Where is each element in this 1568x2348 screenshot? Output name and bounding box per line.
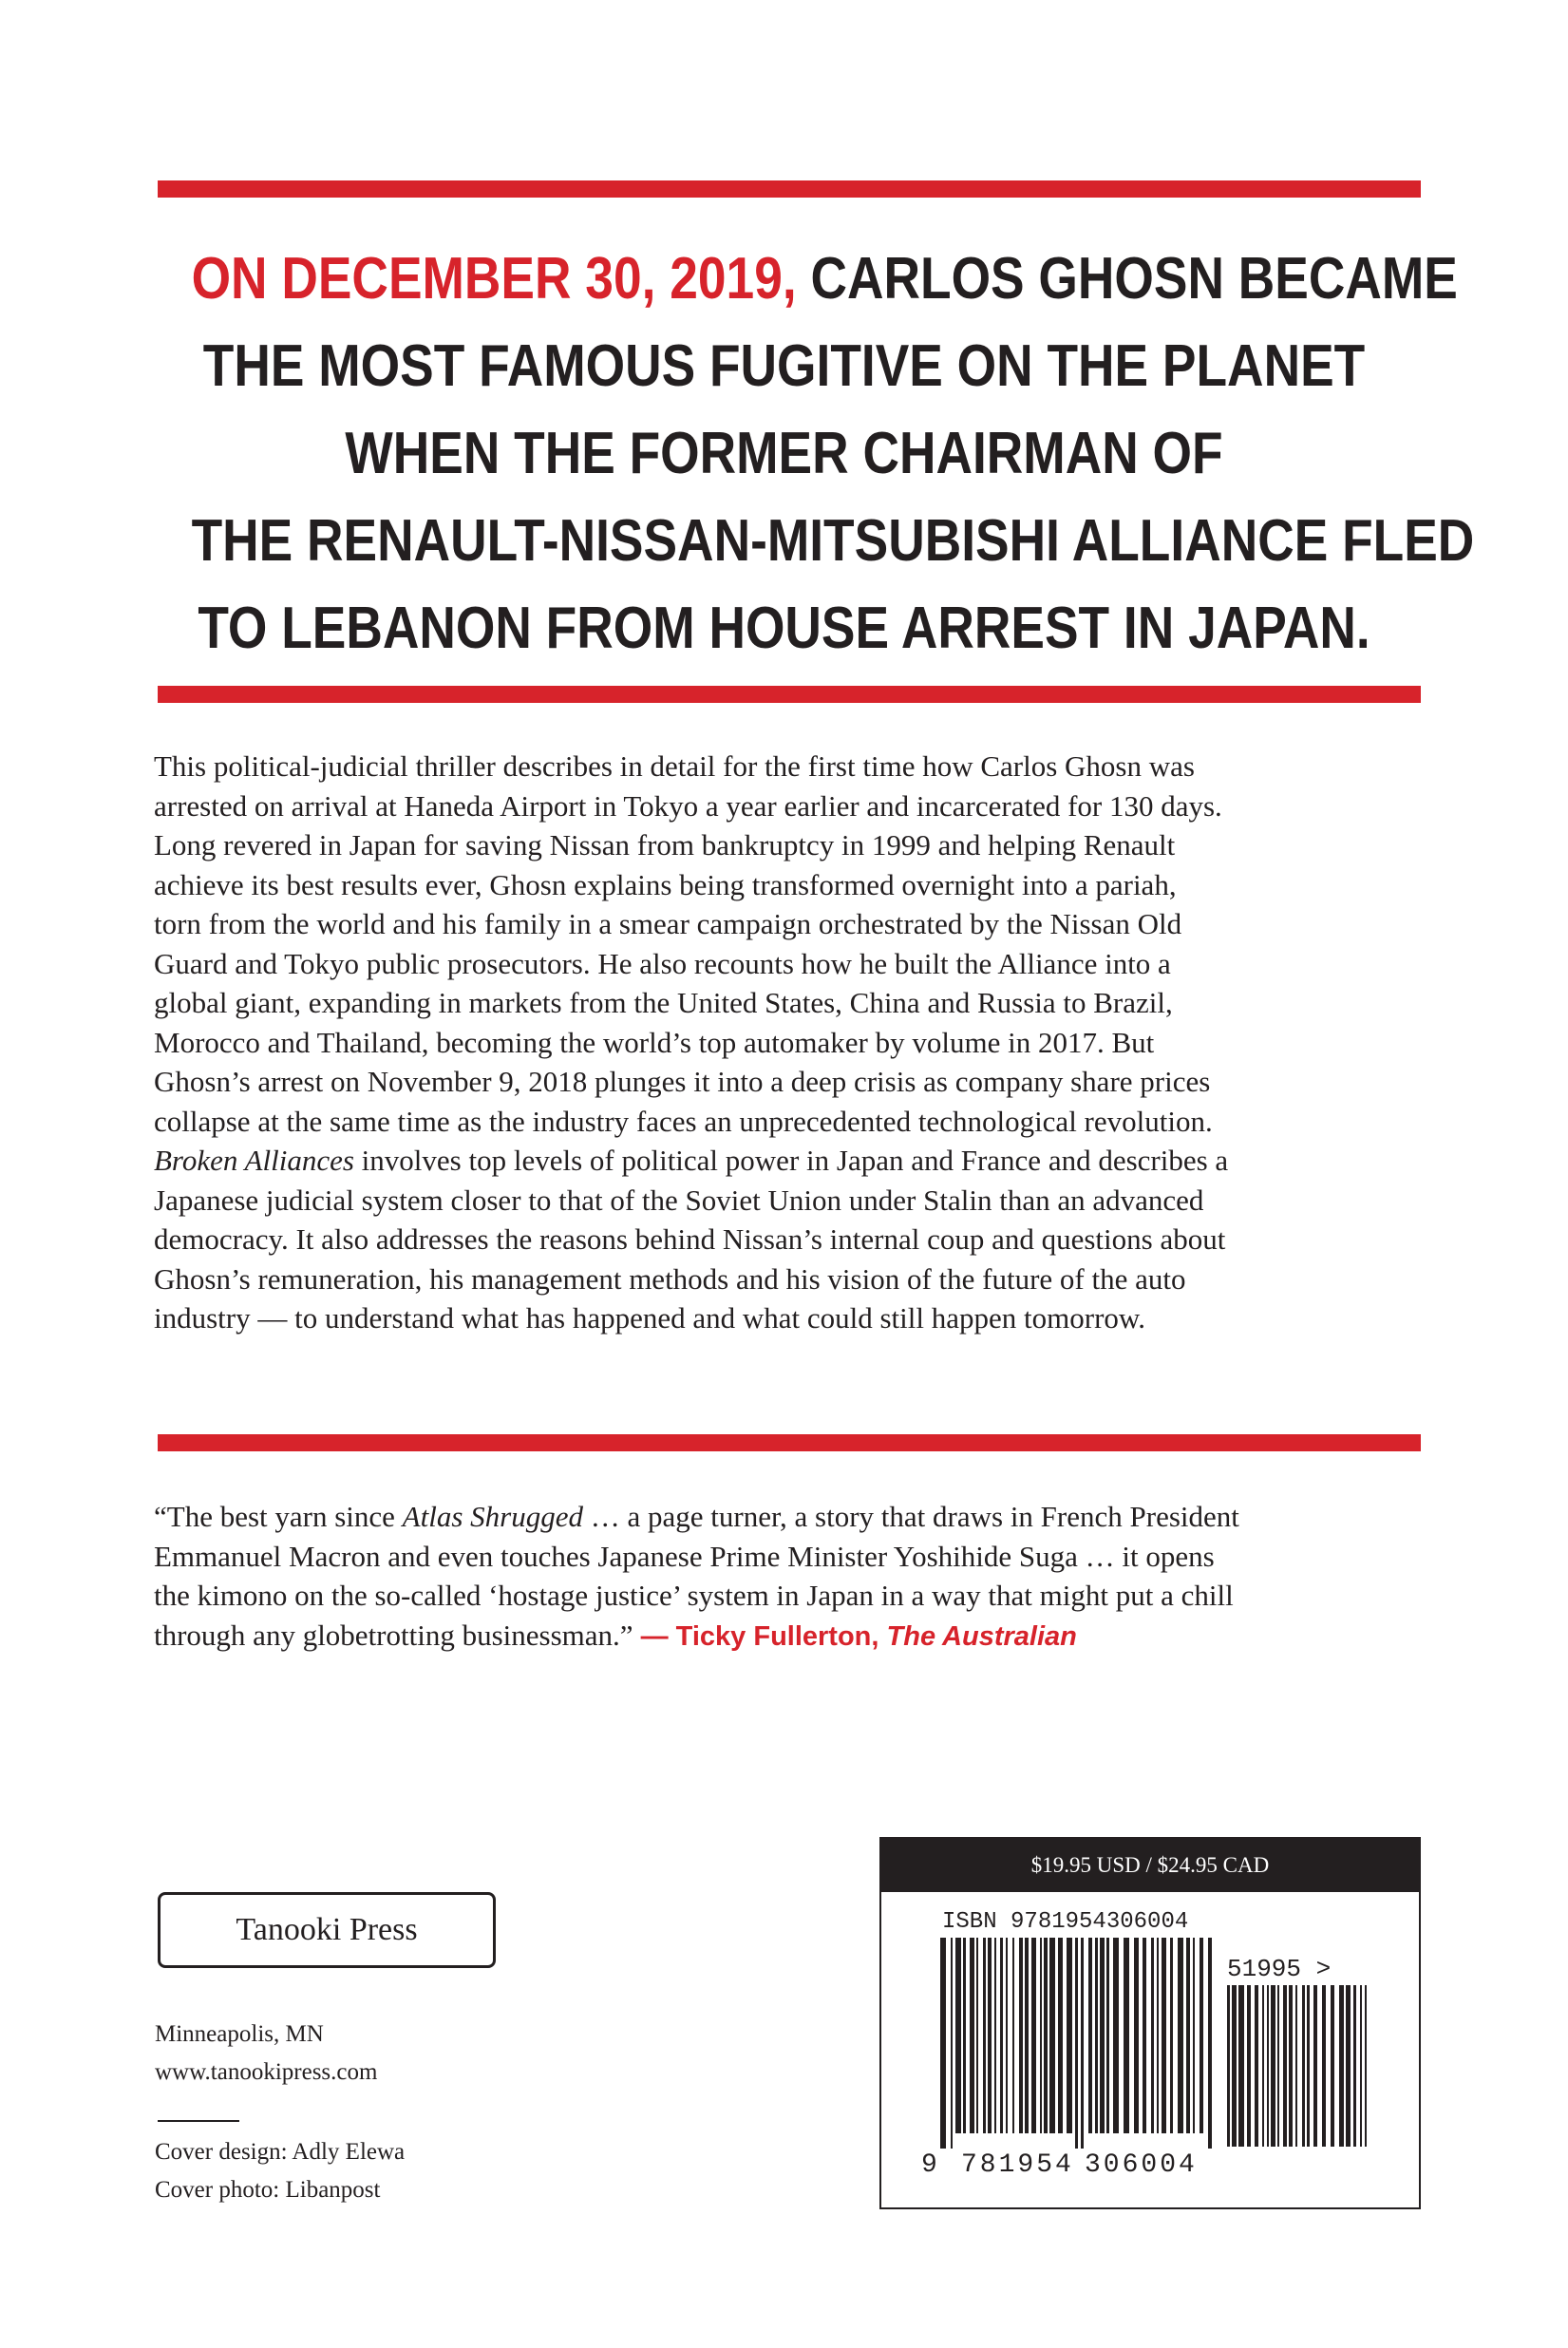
- quote-line: Emmanuel Macron and even touches Japanese Prime Minister Yoshihide Suga … it opens: [154, 1539, 1215, 1573]
- barcode-bar: [1193, 1938, 1195, 2133]
- synopsis-line: torn from the world and his family in a smear campaign orchestrated by the Nissan Old: [154, 907, 1182, 940]
- barcode-bar: [1100, 1938, 1105, 2133]
- synopsis-line: Broken Alliances involves top levels of political power in Japan and France and describes a: [154, 1144, 1229, 1177]
- quote-line: through any globetrotting businessman.” — Ticky Fullerton, The Australian: [154, 1618, 1077, 1652]
- publisher-logo: Tanooki Press: [158, 1892, 496, 1968]
- review-quote: [154, 1497, 1425, 1657]
- quoted-book-title: Atlas Shrugged: [402, 1500, 583, 1533]
- barcode-bar: [955, 1938, 961, 2133]
- barcode-bar: [1255, 1985, 1258, 2147]
- barcode-bar: [1134, 1938, 1139, 2133]
- barcode-bar: [1262, 1985, 1264, 2147]
- cover-design-credit: Cover design: Adly Elewa: [155, 2139, 406, 2165]
- synopsis-line: Morocco and Thailand, becoming the world’s top automaker by volume in 2017. But: [154, 1025, 1155, 1059]
- isbn-barcode: [940, 1938, 1216, 2149]
- barcode-bar: [1025, 1938, 1029, 2133]
- barcode-bar: [970, 1938, 974, 2133]
- barcode-bar: [1307, 1985, 1310, 2147]
- headline-date: ON DECEMBER 30, 2019,: [191, 246, 797, 312]
- headline-line-1: ON DECEMBER 30, 2019, CARLOS GHOSN BECAME: [191, 246, 1458, 312]
- barcode-bar: [1302, 1985, 1305, 2147]
- barcode-bar: [1339, 1985, 1344, 2147]
- quote-line: “The best yarn since Atlas Shrugged … a page turner, a story that draws in French President: [154, 1500, 1239, 1533]
- barcode-digit-group: 306004: [1085, 2150, 1198, 2180]
- cover-credits: [155, 2133, 630, 2209]
- synopsis-line: industry — to understand what has happened and what could still happen tomorrow.: [154, 1301, 1146, 1335]
- barcode-bar: [1322, 1985, 1326, 2147]
- isbn-number: ISBN 9781954306004: [942, 1909, 1189, 1935]
- barcode-bar: [976, 1938, 978, 2133]
- synopsis-line: global giant, expanding in markets from the United States, China and Russia to Brazil,: [154, 986, 1173, 1019]
- barcode-bar: [1186, 1938, 1190, 2133]
- barcode-bar: [1267, 1985, 1269, 2147]
- publisher-website: www.tanookipress.com: [155, 2059, 378, 2085]
- publisher-info: [155, 2016, 630, 2092]
- barcode-bar: [1170, 1938, 1173, 2133]
- synopsis-line: Long revered in Japan for saving Nissan from bankruptcy in 1999 and helping Renault: [154, 828, 1176, 862]
- barcode-bar: [1031, 1938, 1036, 2133]
- barcode-bar: [1289, 1985, 1293, 2147]
- barcode-box: [879, 1837, 1421, 2209]
- barcode-bar: [1040, 1938, 1042, 2133]
- headline-line-5: TO LEBANON FROM HOUSE ARREST IN JAPAN.: [198, 596, 1370, 661]
- quote-source: The Australian: [886, 1620, 1077, 1652]
- barcode-bar: [1088, 1938, 1092, 2133]
- book-title: Broken Alliances: [154, 1144, 354, 1177]
- barcode-bar: [1346, 1985, 1351, 2147]
- synopsis-line: Guard and Tokyo public prosecutors. He also recounts how he built the Alliance into a: [154, 946, 1171, 980]
- price-label: $19.95 USD / $24.95 CAD: [881, 1839, 1419, 1892]
- barcode-bar: [1151, 1938, 1154, 2133]
- barcode-bar: [1178, 1938, 1183, 2133]
- barcode-bar: [1365, 1985, 1367, 2147]
- barcode-bar: [983, 1938, 986, 2133]
- barcode-bar: [1106, 1938, 1109, 2133]
- synopsis: [154, 747, 1425, 1338]
- barcode-digit: 9: [921, 2150, 937, 2180]
- barcode-bar: [994, 1938, 996, 2133]
- barcode-bar: [951, 1938, 953, 2149]
- synopsis-line: This political-judicial thriller describes in detail for the first time how Carlos Ghosn was: [154, 749, 1195, 783]
- addon-barcode: [1227, 1985, 1370, 2147]
- synopsis-line: Japanese judicial system closer to that of the Soviet Union under Stalin than an advanced: [154, 1183, 1204, 1217]
- barcode-bar: [1058, 1938, 1063, 2133]
- publisher-city: Minneapolis, MN: [155, 2021, 324, 2047]
- barcode-bar: [1081, 1938, 1084, 2149]
- barcode-bar: [1238, 1985, 1244, 2147]
- barcode-bar: [1313, 1985, 1317, 2147]
- barcode-bar: [1271, 1985, 1275, 2147]
- red-rule-top: [158, 180, 1421, 198]
- barcode-bar: [1227, 1985, 1230, 2147]
- synopsis-line: Ghosn’s remuneration, his management methods and his vision of the future of the auto: [154, 1261, 1186, 1296]
- barcode-bar: [1143, 1938, 1146, 2133]
- barcode-bar: [1049, 1938, 1055, 2133]
- barcode-bar: [963, 1938, 966, 2133]
- price-addon-code: 51995 >: [1227, 1955, 1332, 1983]
- barcode-bar: [1331, 1985, 1334, 2147]
- quote-attribution: — Ticky Fullerton, The Australian: [633, 1620, 1077, 1652]
- headline-line-3: WHEN THE FORMER CHAIRMAN OF: [345, 421, 1223, 486]
- barcode-bar: [1200, 1938, 1203, 2133]
- barcode-bar: [1000, 1938, 1003, 2133]
- barcode-bar: [1157, 1938, 1159, 2133]
- barcode-bar: [1075, 1938, 1078, 2149]
- synopsis-line: Ghosn’s arrest on November 9, 2018 plunges it into a deep crisis as company share prices: [154, 1065, 1211, 1098]
- synopsis-line: arrested on arrival at Haneda Airport in Tokyo a year earlier and incarcerated for 130 days.: [154, 788, 1222, 823]
- barcode-bar: [1012, 1938, 1014, 2133]
- barcode-bar: [1353, 1985, 1356, 2147]
- synopsis-line: achieve its best results ever, Ghosn explains being transformed overnight into a pariah,: [154, 867, 1177, 901]
- quote-line: the kimono on the so-called ‘hostage justice’ system in Japan in a way that might put a chill: [154, 1579, 1234, 1612]
- barcode-bar: [1095, 1938, 1098, 2133]
- divider: [158, 2120, 239, 2122]
- barcode-bar: [988, 1938, 992, 2133]
- barcode-bar: [1019, 1938, 1023, 2133]
- synopsis-line: democracy. It also addresses the reasons behind Nissan’s internal coup and questions about: [154, 1222, 1226, 1256]
- barcode-bar: [1113, 1938, 1119, 2133]
- barcode-bar: [1006, 1938, 1008, 2133]
- barcode-bar: [1067, 1938, 1072, 2133]
- synopsis-line: collapse at the same time as the industry faces an unprecedented technological revolution.: [154, 1104, 1213, 1138]
- headline-line-4: THE RENAULT-NISSAN-MITSUBISHI ALLIANCE FLED: [191, 508, 1475, 574]
- barcode-digit-group: 781954: [961, 2150, 1074, 2180]
- barcode-bar: [1232, 1985, 1237, 2147]
- barcode-bar: [1124, 1938, 1129, 2133]
- headline-line-2: THE MOST FAMOUS FUGITIVE ON THE PLANET: [202, 333, 1366, 399]
- barcode-bar: [1283, 1985, 1287, 2147]
- headline: [191, 236, 1475, 672]
- barcode-bar: [940, 1938, 946, 2149]
- red-rule-middle: [158, 686, 1421, 703]
- barcode-bar: [1162, 1938, 1166, 2133]
- barcode-bar: [1247, 1985, 1251, 2147]
- cover-photo-credit: Cover photo: Libanpost: [155, 2177, 381, 2203]
- barcode-bar: [1360, 1985, 1362, 2147]
- barcode-bar: [1277, 1985, 1279, 2147]
- barcode-bar: [1044, 1938, 1048, 2133]
- barcode-bar: [1295, 1985, 1297, 2147]
- red-rule-bottom: [158, 1434, 1421, 1451]
- barcode-bar: [1208, 1938, 1212, 2149]
